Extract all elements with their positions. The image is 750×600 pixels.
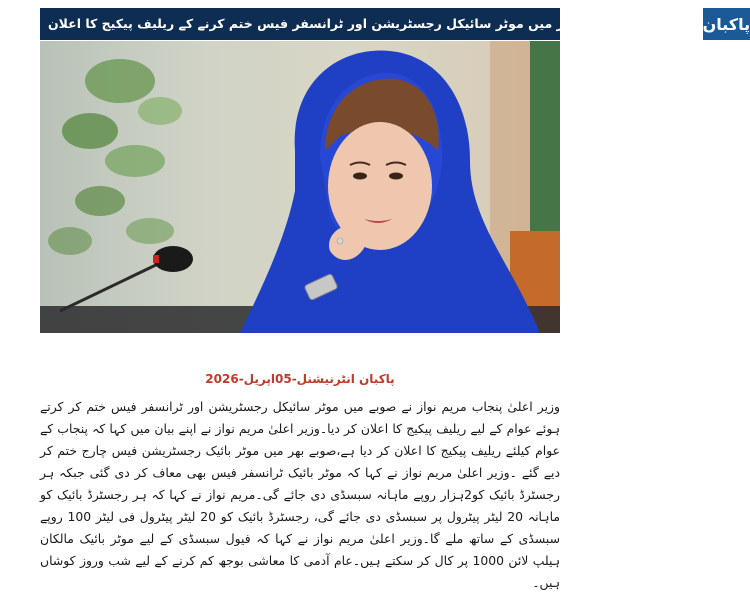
- article-photo: [40, 41, 560, 333]
- eye-left: [353, 173, 367, 180]
- article-body: وزیر اعلیٰ پنجاب مریم نواز نے صوبے میں موٹر سائیکل رجسٹریشن اور ٹرانسفر فیس ختم کر کرتے ہوئے عوام کے لیے ریلیف پیکیج کا اعلان کر دیا۔وزیر اعلیٰ مریم نواز نے اپنے بیان میں کہا کہ پنجاب کے عوام کیلئے ریلیف پیکیج کا اعلان کر دیا ہے،صوبے بھر میں موٹر بائیک رجسٹریشن فیس چارج ختم کر دیے گئے ۔وزیر اعلیٰ مریم نواز نے کہا کہ موٹر بائیک ٹرانسفر فیس بھی معاف کر دی گئی جبکہ ہر رجسٹرڈ بائیک کو2ہزار روپے ماہانہ سبسڈی دی جائے گی۔مریم نواز نے کہا کہ ہر رجسٹرڈ بائیک کو ماہانہ 20 لیٹر پیٹرول پر سبسڈی دی جائے گی، رجسٹرڈ بائیک کو 20 لیٹر پیٹرول فی لیٹر 100 روپے سبسڈی کے ساتھ ملے گا۔وزیر اعلیٰ مریم نواز نے کہا کہ فیول سبسڈی کے لیے موٹر بائیک مالکان ہیلپ لائن 1000 پر کال کر سکتے ہیں۔عام آدمی کا معاشی بوجھ کم کرنے کے لیے شب وروز کوشاں ہیں۔: [40, 399, 560, 590]
- photo-illustration: [40, 41, 560, 333]
- headline-text[interactable]: مریم نواز کا صوبے بھر میں موٹر سائیکل رجسٹریشن اور ٹرانسفر فیس ختم کرنے کے ریلیف پیکیج کا اعلان: [48, 16, 693, 31]
- plant-foliage: [48, 59, 182, 255]
- flag: [530, 41, 560, 231]
- microphone-icon: [60, 246, 193, 311]
- article-byline: پاکبان انٹرنیشنل-05اپریل-2026: [205, 372, 395, 386]
- brand-logo[interactable]: پاکبان: [701, 8, 750, 40]
- eye-right: [389, 173, 403, 180]
- headline-banner: [40, 8, 750, 40]
